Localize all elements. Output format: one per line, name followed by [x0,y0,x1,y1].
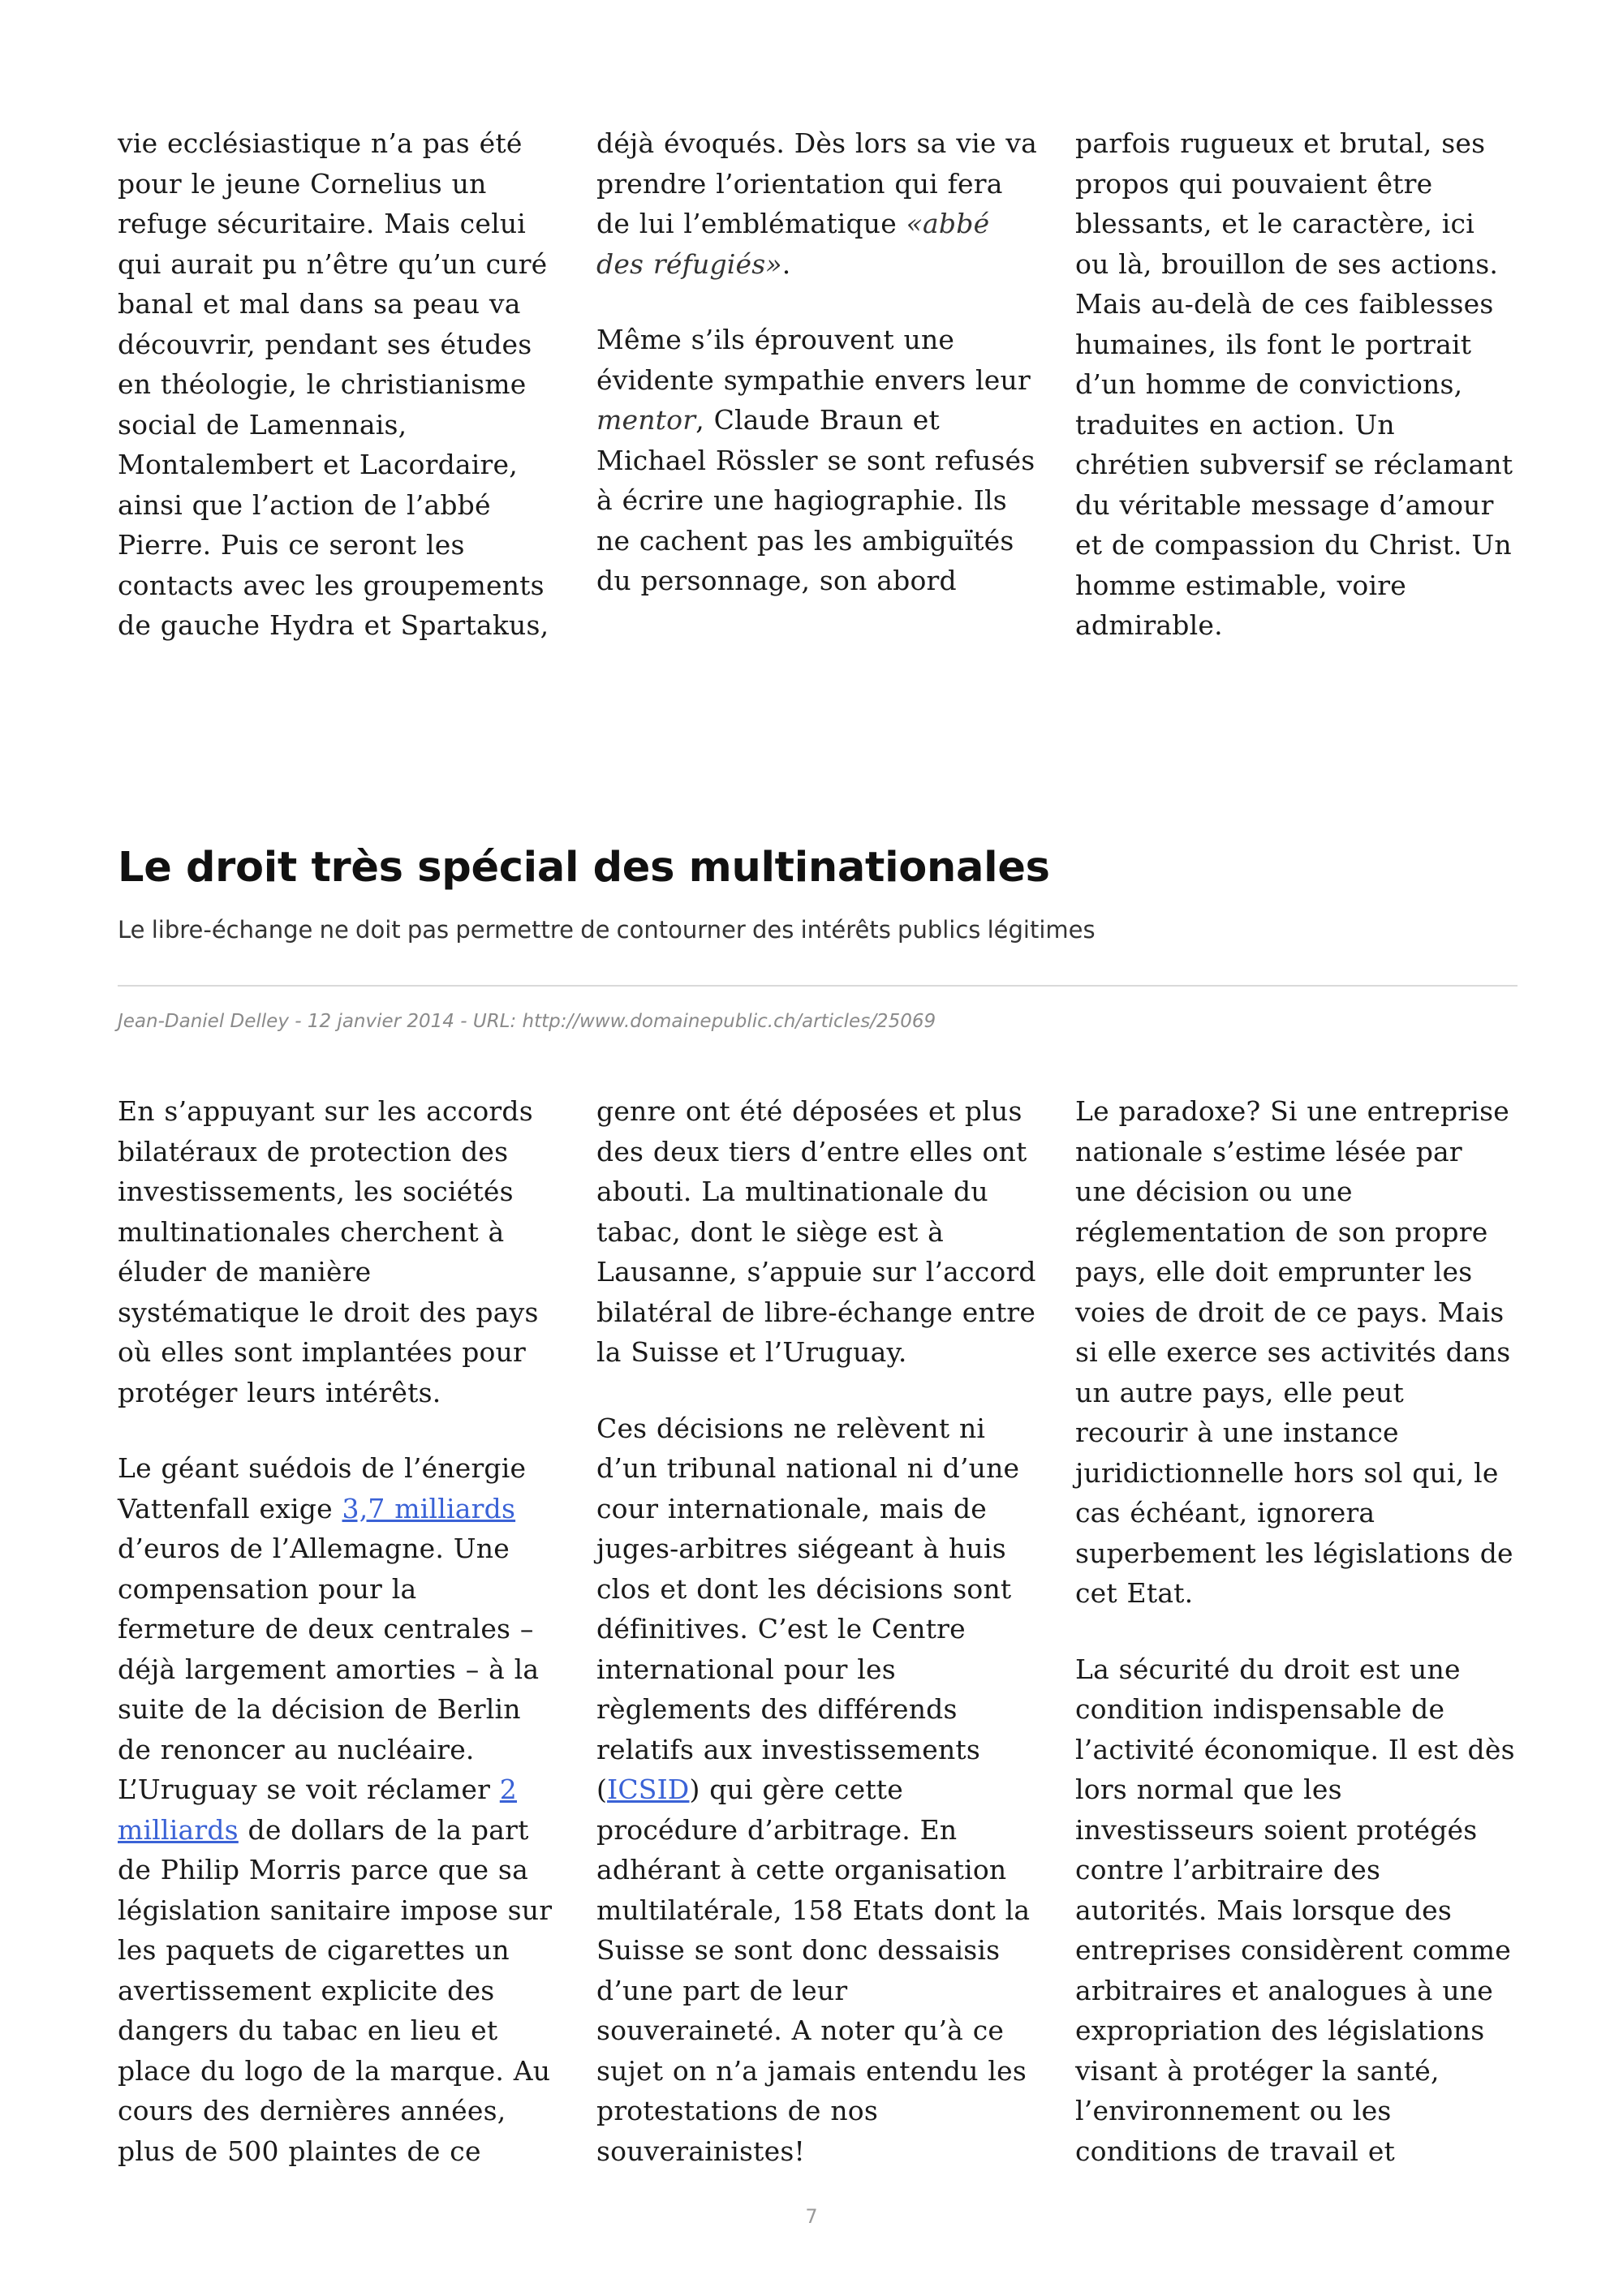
column-3 [1075,123,1518,646]
paragraph: parfois rugueux et brutal, ses propos qui pouvaient être blessants, et le caractère, ici ou là, brouillon de ses actions. Mais au-delà de ces faiblesses humaines, ils font le portrait d’un homme de convictions, traduites en action. Un chrétien subversif se réclamant du véritable message d’amour et de compassion du Christ. Un homme estimable, voire admirable. [1075,127,1513,641]
page-number: 7 [805,2205,818,2228]
text: . [781,247,791,280]
text: Même s’ils éprouvent une évidente sympathie envers leur [596,324,1031,396]
divider [118,985,1518,987]
emphasis: mentor [596,404,696,436]
paragraph [596,1408,1039,2172]
column-2 [596,123,1039,646]
paragraph [596,320,1039,601]
column-1 [118,123,560,646]
article-subtitle: Le libre-échange ne doit pas permettre de contourner des intérêts publics légitimes [118,916,1096,944]
text: déjà évoqués. Dès lors sa vie va prendre l’orientation qui fera de lui l’emblématique [596,127,1037,239]
paragraph [596,123,1039,284]
text: ) qui gère cette procédure d’arbitrage. En adhérant à cette organisation multilatérale, 158 Etats dont la Suisse se sont donc dessaisis d’une part de leur souveraineté. A noter qu’à ce sujet on n’a jamais entendu les protestations de nos souverainistes! [596,1774,1031,2167]
link-3-7-milliards[interactable]: 3,7 milliards [342,1492,516,1524]
paragraph: genre ont été déposées et plus des deux tiers d’entre elles ont abouti. La multinationale du tabac, dont le siège est à Lausanne, s’appuie sur l’accord bilatéral de libre-échange entre la Suisse et l’Uruguay. [596,1095,1036,1368]
text: , Claude Braun et Michael Rössler se sont refusés à écrire une hagiographie. Ils ne cachent pas les ambiguïtés du personnage, son abord [596,404,1035,596]
link-icsid[interactable]: ICSID [607,1774,690,1805]
paragraph [118,1448,560,2171]
paragraph: En s’appuyant sur les accords bilatéraux de protection des investissements, les sociétés multinationales cherchent à éluder de manière systématique le droit des pays où elles sont implantées pour protéger leurs intérêts. [118,1095,539,1408]
paragraph: vie ecclésiastique n’a pas été pour le jeune Cornelius un refuge sécuritaire. Mais celui qui aurait pu n’être qu’un curé banal et mal dans sa peau va découvrir, pendant ses études en théologie, le christianisme social de Lamennais, Montalembert et Lacordaire, ainsi que l’action de l’abbé Pierre. Puis ce seront les contacts avec les groupements de gauche Hydra et Spartakus, [118,127,549,641]
text: d’euros de l’Allemagne. Une compensation pour la fermeture de deux centrales – déjà largement amorties – à la suite de la décision de Berlin de renoncer au nucléaire. L’Uruguay se voit réclamer [118,1533,540,1805]
column-2 [596,1091,1039,2171]
column-3 [1075,1091,1518,2171]
text: de dollars de la part de Philip Morris parce que sa législation sanitaire impose sur les paquets de cigarettes un avertissement explicite des dangers du tabac en lieu et place du logo de la marque. Au cours des dernières années, plus de 500 plaintes de ce [118,1813,553,2167]
column-1 [118,1091,560,2171]
text: Le géant suédois de l’énergie Vattenfall exige [118,1452,527,1524]
article-columns [118,1091,1518,2171]
previous-article-columns [118,123,1518,646]
link-2-milliards[interactable]: 2 milliards [118,1774,517,1846]
emphasis: «abbé des réfugiés» [596,208,990,280]
paragraph: Le paradoxe? Si une entreprise nationale s’estime lésée par une décision ou une réglementation de son propre pays, elle doit emprunter les voies de droit de ce pays. Mais si elle exerce ses activités dans un autre pays, elle peut recourir à une instance juridictionnelle hors sol qui, le cas échéant, ignorera superbement les législations de cet Etat. [1075,1095,1513,1609]
paragraph: La sécurité du droit est une condition indispensable de l’activité économique. Il est dès lors normal que les investisseurs soient protégés contre l’arbitraire des autorités. Mais lorsque des entreprises considèrent comme arbitraires et analogues à une expropriation des législations visant à protéger la santé, l’environnement ou les conditions de travail et [1075,1653,1515,2167]
article-title: Le droit très spécial des multinationales [118,844,1050,892]
article-meta: Jean-Daniel Delley - 12 janvier 2014 - URL: http://www.domainepublic.ch/articles/25069 [118,1011,936,1032]
text: Ces décisions ne relèvent ni d’un tribunal national ni d’une cour internationale, mais de juges-arbitres siégeant à huis clos et dont les décisions sont définitives. C’est le Centre international pour les règlements des différends relatifs aux investissements ( [596,1412,1020,1805]
